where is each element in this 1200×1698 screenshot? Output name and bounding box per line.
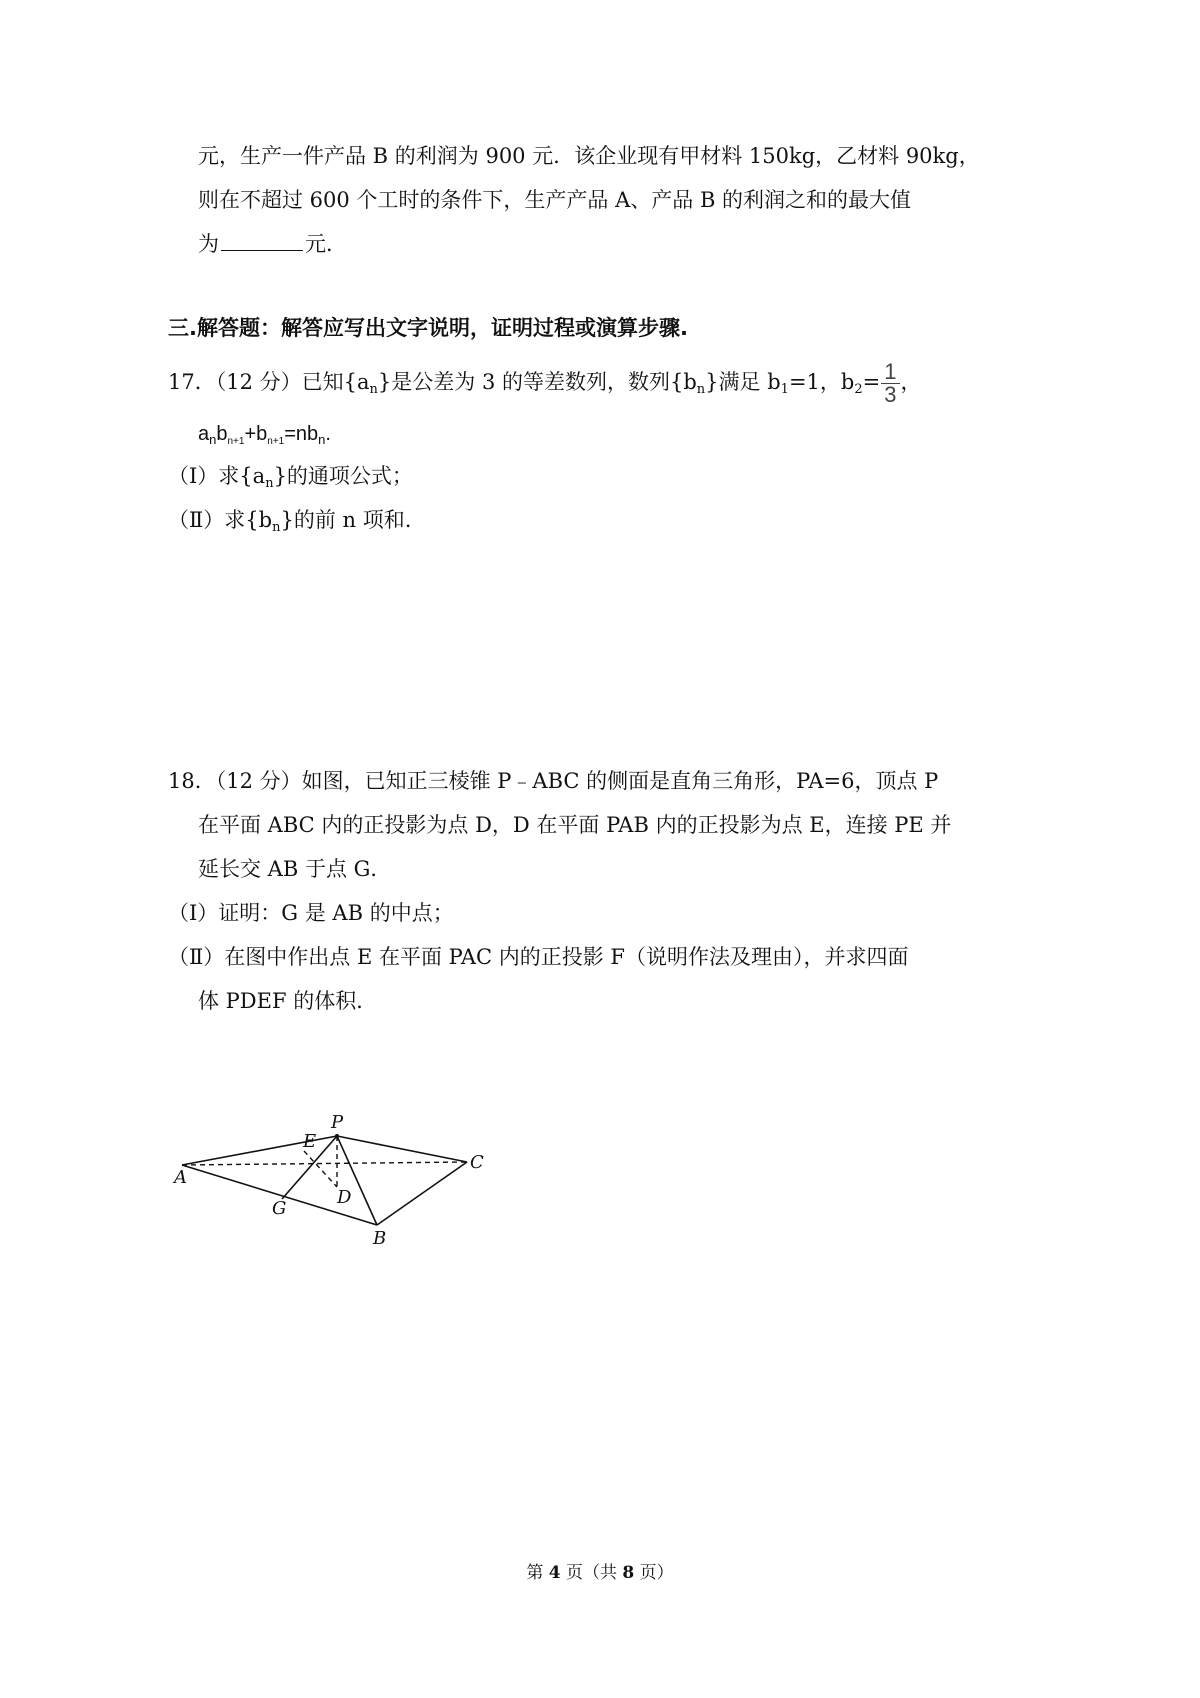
brace: }: [705, 370, 719, 394]
q17-relation: [198, 419, 331, 457]
intro-line-2: 则在不超过 600 个工时的条件下，生产产品 A、产品 B 的利润之和的最大值: [198, 188, 912, 212]
edge-AC-hidden: [182, 1162, 467, 1165]
label-G: G: [272, 1198, 287, 1219]
part-suffix: }的通项公式；: [273, 464, 413, 488]
answer-blank: [221, 230, 303, 251]
intro-line-3: [198, 229, 347, 259]
rel-b2: b: [256, 423, 268, 445]
seq-b: {b: [245, 508, 273, 532]
q18-line-2: 在平面 ABC 内的正投影为点 D，D 在平面 PAB 内的正投影为点 E，连接 PE 并: [198, 813, 952, 837]
q17-text: =: [862, 370, 881, 394]
q18-line-3: 延长交 AB 于点 G．: [198, 857, 392, 881]
intro-for-text: 为: [198, 232, 219, 256]
sub-n: n: [265, 476, 274, 491]
sub-n: n: [272, 520, 281, 535]
rel-eq: =nb: [284, 423, 319, 445]
label-D: D: [337, 1187, 352, 1208]
q18-part1: （Ⅰ）证明：G 是 AB 的中点；: [168, 901, 454, 925]
edge-BC: [377, 1162, 467, 1225]
pyramid-figure: [174, 1110, 500, 1355]
q17-prefix: 17．（12 分）已知: [168, 370, 344, 394]
q18-line-1: 18．（12 分）如图，已知正三棱锥 P﹣ABC 的侧面是直角三角形，PA=6，顶点 P: [168, 769, 939, 793]
intro-yuan-text: 元．: [305, 232, 347, 256]
q17-part2: [168, 505, 411, 543]
q18-part2: （Ⅱ）在图中作出点 E 在平面 PAC 内的正投影 F（说明作法及理由），并求四面: [168, 945, 909, 969]
fraction-one-third: [881, 361, 899, 406]
footer-pre: 第: [526, 1563, 549, 1583]
label-A: A: [174, 1167, 187, 1188]
part-prefix: （Ⅱ）求: [168, 508, 246, 532]
seq-a: {a: [343, 370, 370, 394]
rel-a: a: [198, 423, 210, 445]
q17-text: =1，b: [788, 370, 855, 394]
page-footer: [0, 1558, 1200, 1583]
point-P: [335, 1134, 339, 1138]
q17-text: 是公差为 3 的等差数列，数列: [391, 370, 670, 394]
part-suffix: }的前 n 项和.: [280, 508, 412, 532]
label-B: B: [373, 1228, 387, 1249]
frac-num: 1: [881, 361, 899, 384]
footer-post: 页）: [634, 1563, 674, 1583]
edge-PC: [337, 1136, 467, 1162]
q17-text: ，: [900, 370, 922, 394]
sub-n: n: [318, 432, 326, 447]
q17-part1: [168, 461, 413, 499]
q17-stem: [168, 361, 922, 406]
intro-line-1: 元，生产一件产品 B 的利润为 900 元．该企业现有甲材料 150kg，乙材料 90kg，: [198, 144, 980, 168]
sub-n: n: [696, 382, 706, 397]
label-P: P: [331, 1112, 344, 1133]
footer-mid: 页（共: [560, 1563, 623, 1583]
label-C: C: [470, 1152, 484, 1173]
sub-2: 2: [854, 382, 863, 397]
rel-plus: +: [244, 423, 257, 445]
sub-1: 1: [780, 382, 789, 397]
q18-part2-cont: 体 PDEF 的体积．: [198, 989, 378, 1013]
sub-n: n: [209, 432, 217, 447]
label-E: E: [303, 1131, 317, 1152]
sub-n1: n+1: [227, 436, 245, 447]
rel-b: b: [216, 423, 228, 445]
rel-end: .: [325, 423, 331, 445]
page-total: 8: [622, 1563, 635, 1583]
frac-den: 3: [884, 382, 897, 407]
sub-n: n: [369, 382, 378, 397]
page-number: 4: [548, 1563, 561, 1583]
q17-text: 满足 b: [718, 370, 781, 394]
sub-n1: n+1: [267, 436, 285, 447]
edge-PB: [337, 1136, 377, 1225]
part-prefix: （Ⅰ）求: [168, 464, 240, 488]
section-heading: 三.解答题：解答应写出文字说明，证明过程或演算步骤.: [168, 316, 688, 340]
seq-a: {a: [239, 464, 266, 488]
seq-b: {b: [669, 370, 697, 394]
brace: }: [377, 370, 392, 394]
